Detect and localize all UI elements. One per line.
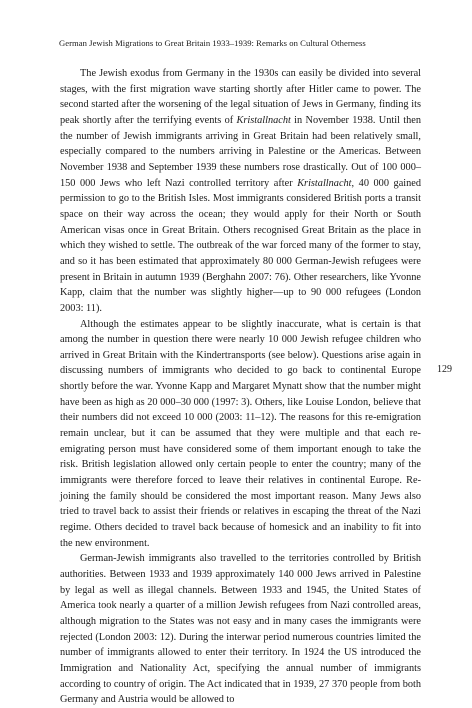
text-run: German-Jewish immigrants also travelled to the territories controlled by British authorities. Between 1933 and 1939 approximately 140 000 Jews arrived in Palestine by legal as well as illegal channels. Between 1933 and 1945, the United States of America took nearly a quarter of a million Jewish refugees from Nazi controlled areas, although migration to the States was not easy and in many cases the immigrants were rejected (London 2003: 12). During the interwar period numerous countries limited the number of immigrants allowed to enter their territory. In 1924 the US introduced the Immigration and Nationality Act, specifying the annual number of immigrants according to country of origin. The Act indicated that in 1939, 27 370 people from both Germany and Austria would be allowed to [60,553,421,706]
running-head: German Jewish Migrations to Great Britain 1933–1939: Remarks on Cultural Otherness [59,38,366,48]
text-run: in November 1938. Until then the number of Jewish immigrants arriving in Great Britain had been relatively small, especially compared to the numbers arriving in Palestine or the Americas. Between November 1938 and September 1939 these numbers rose drastically. Out of 100 000–150 000 Jews who left Nazi controlled territory after [60,114,421,189]
text-run: , 40 000 gained permission to go to the British Isles. Most immigrants considered British ports a transit space on their way across the ocean; they would apply for their North or South American visas once in Great Britain. Others recognised Great Britain as the place in which they wished to settle. The outbreak of the war forced many of the former to stay, and so it has been estimated that approximately 80 000 German-Jewish refugees were present in Britain in autumn 1939 (Berghahn 2007: 76). Other researchers, like Yvonne Kapp, claim that the number was slightly higher—up to 90 000 refugees (London 2003: 11). [60,177,421,314]
italic-term: Kristallnacht [297,177,352,189]
page-number: 129 [437,364,452,375]
paragraph [60,317,421,552]
italic-term: Kristallnacht [236,114,291,126]
text-run: The Jewish exodus from Germany in the 1930s can easily be divided into several stages, with the first migration wave starting shortly after Hitler came to power. The second started after the worsening of the legal situation of Jews in Germany, finding its peak shortly after the terrifying events of [60,68,421,126]
text-run: Although the estimates appear to be slightly inaccurate, what is certain is that among the number in question there were nearly 10 000 Jewish refugee children who arrived in Great Britain with the Kindertransports (see below). Questions arise again in discussing numbers of immigrants who decided to go back to continental Europe shortly before the war. Yvonne Kapp and Margaret Mynatt show that the number might have been as high as 20 000–30 000 (1997: 3). Others, like Louise London, believe that their numbers did not exceed 10 000 (2003: 11–12). The reasons for this re-emigration remain unclear, but it can be assumed that they were multiple and that each re-emigrating person must have considered some of them important enough to take the risk. British legislation allowed only certain people to enter the country; many of the immigrants were therefore forced to leave their relatives in continental Europe. Re-joining the family should be considered the most important reason. Many Jews also tried to travel back to assist their friends or relatives in escaping the threat of the Nazi regime. Others decided to travel back because of homesick and an inability to fit into the new environment. [60,318,421,549]
body-text [60,66,421,708]
paragraph [60,66,421,317]
paragraph [60,551,421,708]
